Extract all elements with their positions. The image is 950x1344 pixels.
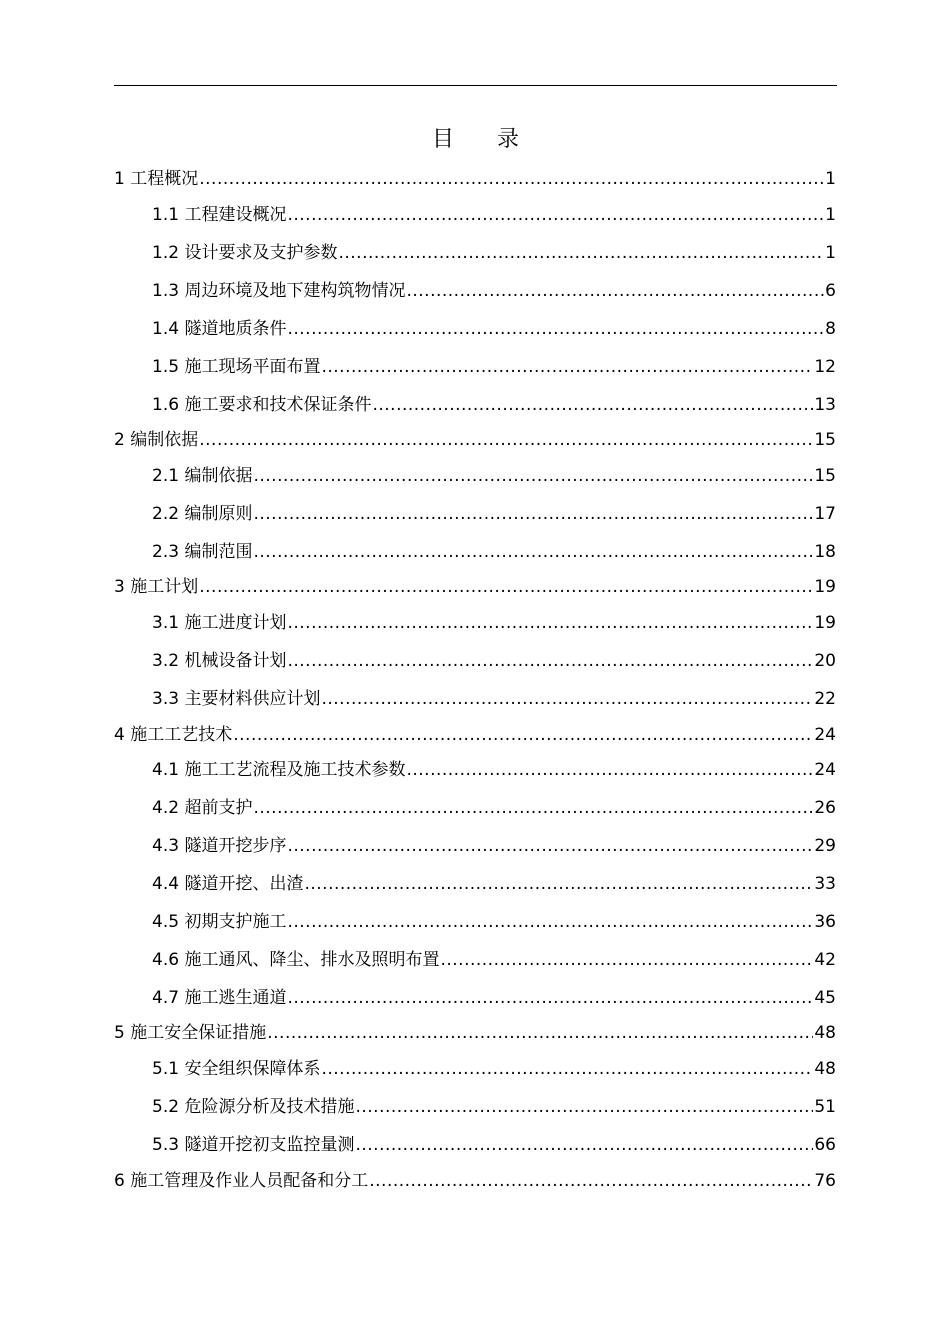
toc-leader-dots (287, 834, 813, 858)
toc-entry[interactable] (152, 241, 836, 265)
toc-entry-page: 22 (814, 689, 836, 709)
toc-entry-page: 6 (825, 281, 836, 301)
toc-leader-dots (287, 611, 813, 635)
toc-entry[interactable] (152, 317, 836, 341)
toc-entry-page: 13 (814, 395, 836, 415)
toc-entry[interactable] (152, 872, 836, 896)
toc-entry[interactable] (114, 575, 836, 599)
toc-entry-label: 5.1 安全组织保障体系 (152, 1059, 321, 1079)
toc-entry-page: 19 (814, 613, 836, 633)
toc-entry-page: 1 (825, 205, 836, 225)
toc-entry[interactable] (152, 203, 836, 227)
toc-leader-dots (287, 910, 813, 934)
toc-entry[interactable] (152, 649, 836, 673)
toc-leader-dots (372, 393, 813, 417)
toc-leader-dots (406, 758, 813, 782)
toc-leader-dots (338, 241, 824, 265)
toc-entry-label: 3 施工计划 (114, 577, 199, 597)
toc-entry-label: 4.6 施工通风、降尘、排水及照明布置 (152, 950, 440, 970)
toc-leader-dots (355, 1133, 813, 1157)
toc-leader-dots (253, 796, 813, 820)
toc-entry[interactable] (152, 1133, 836, 1157)
toc-leader-dots (253, 502, 813, 526)
toc-entry-page: 48 (814, 1023, 836, 1043)
toc-leader-dots (287, 649, 813, 673)
toc-entry[interactable] (152, 910, 836, 934)
toc-leader-dots (355, 1095, 813, 1119)
toc-entry[interactable] (114, 167, 836, 191)
toc-entry-label: 4 施工工艺技术 (114, 725, 233, 745)
toc-leader-dots (199, 428, 813, 452)
toc-entry[interactable] (114, 428, 836, 452)
toc-leader-dots (321, 355, 813, 379)
toc-entry-page: 76 (814, 1171, 836, 1191)
toc-title: 目 录 (432, 127, 537, 152)
toc-entry-label: 6 施工管理及作业人员配备和分工 (114, 1171, 369, 1191)
toc-entry-label: 5.2 危险源分析及技术措施 (152, 1097, 355, 1117)
toc-entry-page: 20 (814, 651, 836, 671)
toc-entry-page: 66 (814, 1135, 836, 1155)
toc-entry[interactable] (152, 948, 836, 972)
toc-leader-dots (321, 687, 813, 711)
toc-entry-label: 1.4 隧道地质条件 (152, 319, 287, 339)
toc-entry-page: 42 (814, 950, 836, 970)
toc-entry-page: 26 (814, 798, 836, 818)
toc-leader-dots (406, 279, 824, 303)
toc-leader-dots (199, 167, 824, 191)
toc-entry[interactable] (152, 464, 836, 488)
toc-entry[interactable] (152, 611, 836, 635)
toc-entry-label: 3.3 主要材料供应计划 (152, 689, 321, 709)
toc-entry-page: 33 (814, 874, 836, 894)
toc-entry-page: 24 (814, 760, 836, 780)
toc-entry[interactable] (152, 796, 836, 820)
toc-entry[interactable] (152, 393, 836, 417)
toc-entry-label: 1.5 施工现场平面布置 (152, 357, 321, 377)
toc-entry[interactable] (152, 279, 836, 303)
toc-entry[interactable] (152, 1057, 836, 1081)
toc-entry-label: 1 工程概况 (114, 169, 199, 189)
toc-entry-label: 3.2 机械设备计划 (152, 651, 287, 671)
toc-entry-label: 4.3 隧道开挖步序 (152, 836, 287, 856)
toc-entry-label: 3.1 施工进度计划 (152, 613, 287, 633)
toc-entry-label: 2 编制依据 (114, 430, 199, 450)
toc-entry-label: 4.7 施工逃生通道 (152, 988, 287, 1008)
toc-entry[interactable] (114, 1169, 836, 1193)
toc-leader-dots (321, 1057, 813, 1081)
toc-leader-dots (287, 203, 824, 227)
toc-entry-page: 15 (814, 430, 836, 450)
toc-entry[interactable] (152, 502, 836, 526)
toc-leader-dots (287, 317, 824, 341)
toc-entry-page: 36 (814, 912, 836, 932)
toc-entry-page: 15 (814, 466, 836, 486)
toc-leader-dots (253, 464, 813, 488)
toc-entry-label: 1.6 施工要求和技术保证条件 (152, 395, 372, 415)
toc-leader-dots (304, 872, 813, 896)
toc-leader-dots (369, 1169, 813, 1193)
toc-entry-label: 1.2 设计要求及支护参数 (152, 243, 338, 263)
toc-leader-dots (287, 986, 813, 1010)
toc-entry[interactable] (152, 355, 836, 379)
toc-entry-label: 2.2 编制原则 (152, 504, 253, 524)
toc-entry-label: 4.1 施工工艺流程及施工技术参数 (152, 760, 406, 780)
toc-entry[interactable] (152, 540, 836, 564)
toc-leader-dots (253, 540, 813, 564)
toc-entry[interactable] (114, 1021, 836, 1045)
toc-entry-page: 8 (825, 319, 836, 339)
toc-leader-dots (199, 575, 813, 599)
toc-entry-page: 29 (814, 836, 836, 856)
toc-entry-label: 2.1 编制依据 (152, 466, 253, 486)
toc-entry-page: 48 (814, 1059, 836, 1079)
toc-entry-label: 5 施工安全保证措施 (114, 1023, 267, 1043)
toc-entry[interactable] (152, 758, 836, 782)
toc-entry-label: 4.4 隧道开挖、出渣 (152, 874, 304, 894)
toc-entry[interactable] (152, 687, 836, 711)
toc-entry-page: 24 (814, 725, 836, 745)
toc-leader-dots (440, 948, 813, 972)
toc-entry-page: 1 (825, 243, 836, 263)
toc-entry-label: 1.1 工程建设概况 (152, 205, 287, 225)
toc-entry-page: 51 (814, 1097, 836, 1117)
toc-entry-label: 5.3 隧道开挖初支监控量测 (152, 1135, 355, 1155)
toc-entry-label: 2.3 编制范围 (152, 542, 253, 562)
toc-entry-page: 1 (825, 169, 836, 189)
toc-entry[interactable] (152, 986, 836, 1010)
toc-entry-label: 4.5 初期支护施工 (152, 912, 287, 932)
toc-entry[interactable] (152, 834, 836, 858)
toc-leader-dots (233, 723, 813, 747)
toc-entry-page: 18 (814, 542, 836, 562)
toc-entry-page: 19 (814, 577, 836, 597)
toc-entry-page: 17 (814, 504, 836, 524)
toc-entry-page: 12 (814, 357, 836, 377)
toc-entry-page: 45 (814, 988, 836, 1008)
toc-entry[interactable] (152, 1095, 836, 1119)
toc-entry-label: 4.2 超前支护 (152, 798, 253, 818)
toc-entry-label: 1.3 周边环境及地下建构筑物情况 (152, 281, 406, 301)
toc-entry[interactable] (114, 723, 836, 747)
toc-leader-dots (267, 1021, 813, 1045)
